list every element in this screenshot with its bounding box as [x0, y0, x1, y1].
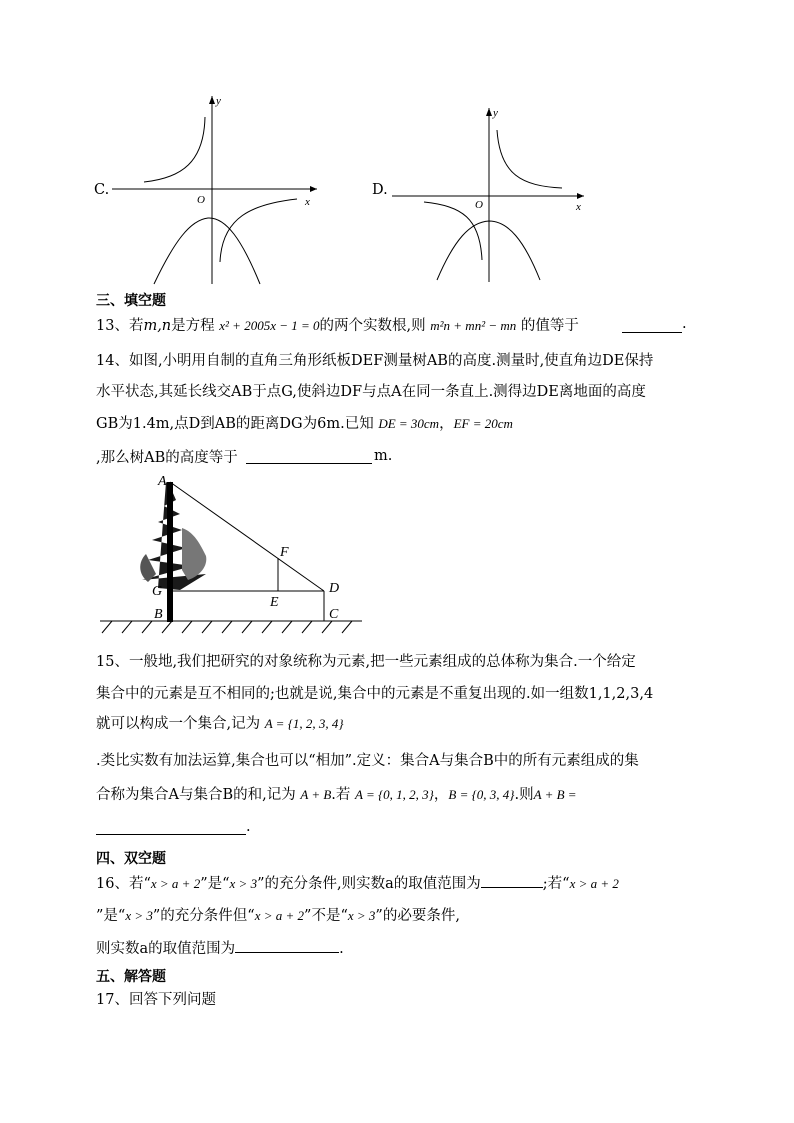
question-13: [96, 314, 579, 335]
q15-set-example: A = {1, 2, 3, 4}: [264, 716, 344, 731]
q13-equation: x² + 2005x − 1 = 0: [219, 318, 320, 333]
q15-line-3: [96, 712, 344, 733]
q15-line-2: 集合中的元素是互不相同的;也就是说,集合中的元素是不重复出现的.如一组数1,1,2,3,4: [96, 686, 654, 702]
q13-vars: m,n: [143, 318, 172, 334]
q16-l2-m3: x > 3: [347, 908, 376, 923]
q16-l1-a: 16、若“: [96, 876, 151, 892]
q15-line-3-text: 就可以构成一个集合,记为: [96, 716, 261, 732]
q14-ef-value: EF = 20cm: [453, 416, 513, 431]
q15-line-4: .类比实数有加法运算,集合也可以“相加”.定义：集合A与集合B中的所有元素组成的集: [96, 753, 639, 769]
graph-d-x-label: x: [576, 201, 581, 213]
graph-c-x-label: x: [305, 196, 310, 208]
q16-answer-blank-1[interactable]: [481, 875, 543, 888]
q14-unit: m.: [374, 448, 393, 464]
q14-line-4-text: ,那么树AB的高度等于: [96, 450, 238, 466]
graph-c-y-arrow: [209, 96, 215, 104]
q15-if: .若: [331, 787, 351, 803]
q16-l1-m3: x > a + 2: [569, 876, 619, 891]
q16-l2-m1: x > 3: [125, 908, 153, 923]
q16-line-1: [96, 872, 619, 893]
graph-c: [112, 92, 327, 287]
q15-line-5-text: 合称为集合A与集合B的和,记为: [96, 787, 296, 803]
q13-text-a: 是方程: [171, 318, 215, 334]
q15-sum-notation: A + B: [300, 787, 332, 802]
q14-de-value: DE = 30cm: [378, 416, 440, 431]
q15-separator: ，: [433, 787, 449, 803]
graph-c-origin-label: O: [197, 194, 205, 206]
q13-end: .: [682, 316, 687, 332]
graph-c-hyperbola-upper-left: [144, 117, 205, 182]
q15-then: .则: [514, 787, 534, 803]
section-4-heading: 四、双空题: [96, 851, 166, 867]
q16-l2-d: ”的必要条件,: [375, 908, 460, 924]
q15-set-a: A = {0, 1, 2, 3}: [355, 787, 434, 802]
q13-number-text: 13、若: [96, 318, 144, 334]
q14-separator: ，: [439, 416, 454, 432]
label-e: E: [270, 595, 279, 610]
q16-l3: 则实数a的取值范围为: [96, 941, 236, 957]
q15-answer-blank[interactable]: [96, 833, 246, 835]
label-a: A: [158, 474, 167, 489]
q16-l2-c: ”不是“: [304, 908, 348, 924]
option-d-label: D.: [372, 182, 388, 198]
label-b: B: [154, 607, 163, 622]
option-c-label: C.: [94, 182, 110, 198]
graph-c-parabola: [154, 218, 260, 284]
q17-text: 17、回答下列问题: [96, 992, 216, 1008]
q16-l1-b: ”是“: [200, 876, 230, 892]
q16-l1-d: ;若“: [542, 876, 570, 892]
q14-line-4: [96, 446, 238, 467]
label-c: C: [329, 607, 339, 622]
q15-result: A + B =: [533, 787, 577, 802]
q16-l2-m2: x > a + 2: [254, 908, 305, 923]
q14-line-2: 水平状态,其延长线交AB于点G,使斜边DF与点A在同一条直上.测得边DE离地面的高度: [96, 384, 646, 400]
tree-illustration: [140, 482, 206, 622]
section-3-heading: 三、填空题: [96, 293, 166, 309]
graph-c-x-arrow: [310, 186, 317, 192]
q16-l2-b: ”的充分条件但“: [152, 908, 255, 924]
graph-d-origin-label: O: [475, 199, 483, 211]
q13-text-b: 的两个实数根,则: [319, 318, 426, 334]
q16-line-2: [96, 904, 460, 925]
q14-line-1: 14、如图,小明用自制的直角三角形纸板DEF测量树AB的高度.测量时,使直角边DE保持: [96, 353, 654, 369]
q14-line-3-text: GB为1.4m,点D到AB的距离DG为6m.已知: [96, 416, 374, 432]
q15-line-1: 15、一般地,我们把研究的对象统称为元素,把一些元素组成的总体称为集合.一个给定: [96, 654, 636, 670]
q14-line-3: [96, 412, 513, 433]
ground-hatching: [102, 621, 352, 633]
graph-d-hyperbola-upper-right: [497, 130, 562, 188]
graph-d-x-arrow: [577, 193, 584, 199]
q14-answer-blank[interactable]: [246, 462, 372, 464]
q16-l1-m2: x > 3: [229, 876, 258, 891]
label-d: D: [329, 581, 340, 596]
graph-d: [392, 100, 592, 285]
q16-l1-m1: x > a + 2: [150, 876, 201, 891]
label-g: G: [152, 584, 163, 599]
q16-answer-blank-2[interactable]: [235, 940, 339, 953]
q16-end: .: [339, 941, 344, 957]
q15-line-5: [96, 783, 577, 804]
graph-c-y-label: y: [216, 95, 221, 107]
label-f: F: [280, 545, 289, 560]
q15-set-b: B = {0, 3, 4}: [448, 787, 515, 802]
graph-d-hyperbola-lower-left: [424, 202, 482, 260]
graph-d-y-label: y: [493, 107, 498, 119]
section-5-heading: 五、解答题: [96, 969, 166, 985]
q14-figure: [96, 470, 366, 640]
graph-d-y-arrow: [486, 108, 492, 116]
q16-line-3: [96, 937, 344, 958]
q16-l1-c: ”的充分条件,则实数a的取值范围为: [257, 876, 481, 892]
q16-l2-a: ”是“: [96, 908, 126, 924]
q13-answer-blank[interactable]: [622, 331, 682, 333]
q13-expression: m²n + mn² − mn: [430, 318, 517, 333]
q15-end: .: [246, 819, 251, 835]
q13-text-c: 的值等于: [520, 318, 579, 334]
